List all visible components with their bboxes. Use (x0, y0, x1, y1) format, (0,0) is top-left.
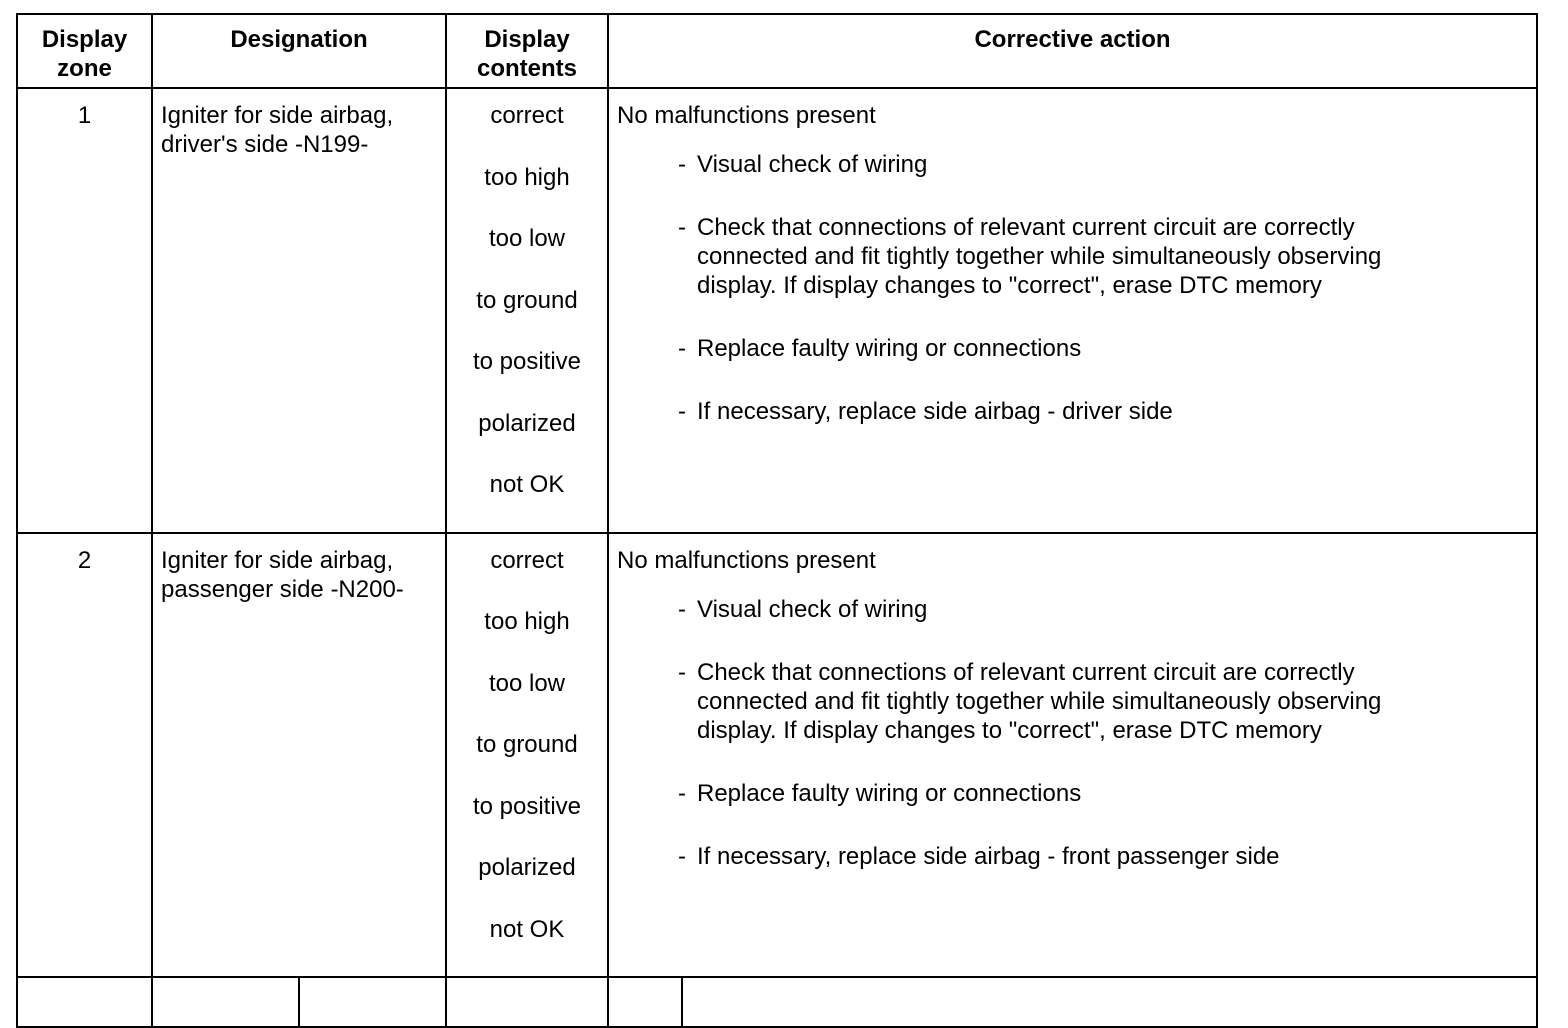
action-step-text: If necessary, replace side airbag - front passenger side (697, 842, 1280, 870)
dash-bullet: - (678, 779, 686, 807)
blank-cell (608, 977, 682, 1027)
action-step-text: Check that connections of relevant current circuit are correctly connected and fit tightly together while simultaneously observing display. If display changes to "correct", erase DTC memory (697, 214, 1382, 299)
status-text: No malfunctions present (617, 546, 876, 574)
display-content-value: not OK (489, 471, 565, 498)
corrective-action-cell (608, 533, 1537, 978)
diagnostic-table (16, 13, 1538, 1028)
display-zone-value: 1 (77, 102, 92, 129)
designation-line: passenger side -N200- (161, 575, 404, 603)
blank-cell (299, 977, 446, 1027)
designation-line: Igniter for side airbag, (161, 102, 394, 129)
action-step (678, 779, 1536, 808)
action-step-text: Replace faulty wiring or connections (697, 779, 1082, 807)
action-step-text: Visual check of wiring (697, 595, 928, 623)
dash-bullet: - (678, 214, 686, 241)
header-designation: Designation (152, 14, 446, 88)
display-content-value: to positive (472, 348, 582, 375)
blank-cell (152, 977, 299, 1027)
action-step-text: Check that connections of relevant current circuit are correctly connected and fit tightly together while simultaneously observing display. If display changes to "correct", erase DTC memory (697, 658, 1382, 744)
action-step (678, 658, 1536, 745)
action-step-text: Visual check of wiring (697, 151, 928, 178)
display-zone-cell (17, 533, 152, 978)
dash-bullet: - (678, 658, 686, 686)
table-row (17, 533, 1537, 978)
display-content-value: not OK (489, 915, 565, 943)
dash-bullet: - (678, 398, 686, 425)
dash-bullet: - (678, 151, 686, 178)
action-step (678, 334, 1536, 363)
action-step (678, 150, 1536, 179)
display-zone-value: 2 (77, 546, 92, 574)
display-content-value: polarized (478, 854, 576, 881)
corrective-action-cell (608, 88, 1537, 533)
action-step (678, 595, 1536, 624)
display-content-value: polarized (478, 409, 576, 437)
table-row (17, 88, 1537, 533)
dash-bullet: - (678, 335, 686, 362)
display-contents-cell (446, 533, 608, 978)
designation-cell (152, 533, 446, 978)
action-step (678, 842, 1536, 871)
display-content-value: to ground (476, 286, 578, 314)
header-row (17, 14, 1537, 88)
status-text: No malfunctions present (617, 102, 876, 129)
display-content-value: too high (484, 163, 570, 191)
blank-cell (446, 977, 608, 1027)
designation-line: driver's side -N199- (161, 131, 369, 158)
header-display-contents: Display contents (446, 14, 608, 88)
dash-bullet: - (678, 595, 686, 623)
blank-cell (17, 977, 152, 1027)
action-step-text: Replace faulty wiring or connections (697, 335, 1082, 362)
display-zone-cell (17, 88, 152, 533)
dash-bullet: - (678, 842, 686, 870)
display-content-value: too high (484, 608, 570, 635)
action-step (678, 213, 1536, 300)
header-corrective-action: Corrective action (608, 14, 1537, 88)
action-step (678, 397, 1536, 426)
blank-row (17, 977, 1537, 1027)
display-content-value: too low (488, 669, 566, 697)
display-contents-cell (446, 88, 608, 533)
display-content-value: to ground (476, 731, 578, 758)
display-content-value: correct (490, 102, 564, 129)
blank-cell (682, 977, 1537, 1027)
display-content-value: correct (490, 546, 564, 574)
header-display-zone: Display zone (17, 14, 152, 88)
display-content-value: too low (488, 225, 566, 252)
designation-cell (152, 88, 446, 533)
diagnostic-table-container (16, 13, 1538, 1028)
display-content-value: to positive (472, 792, 582, 820)
designation-line: Igniter for side airbag, (161, 546, 394, 574)
action-step-text: If necessary, replace side airbag - driver side (697, 398, 1173, 425)
